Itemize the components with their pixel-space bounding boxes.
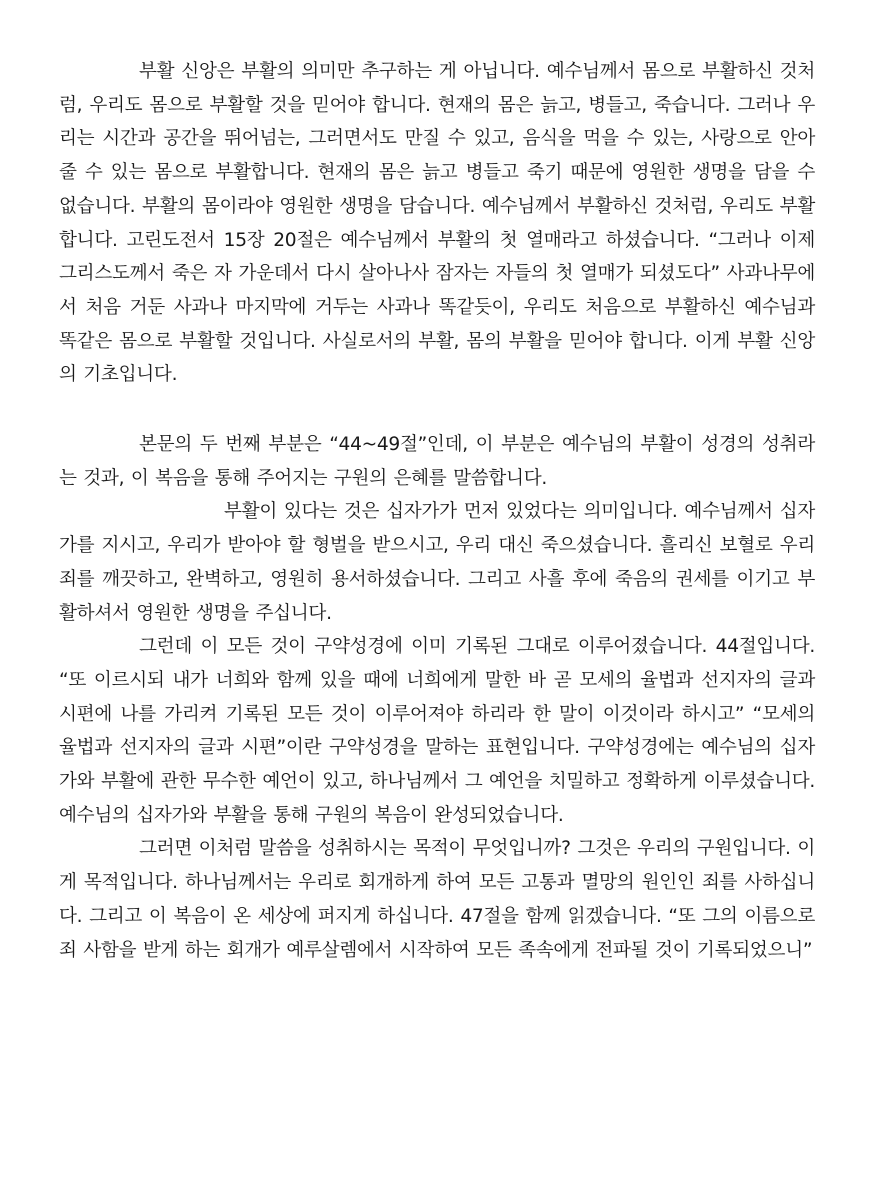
paragraph-cross: 부활이 있다는 것은 십자가가 먼저 있었다는 의미입니다. 예수님께서 십자가를 지시고, 우리가 받아야 할 형벌을 받으시고, 우리 대신 죽으셨습니다. 흘리신 보혈로 우리 죄를 깨끗하고, 완벽하고, 영원히 용서하셨습니다. 그리고 사흘 후에 죽음의 권세를 이기고 부활하셔서 영원한 생명을 주십니다.	[59, 501, 815, 624]
paragraph-old-testament: 그런데 이 모든 것이 구약성경에 이미 기록된 그대로 이루어졌습니다. 44절입니다. “또 이르시되 내가 너희와 함께 있을 때에 너희에게 말한 바 곧 모세의 율법과 선지자의 글과 시편에 나를 가리켜 기록된 모든 것이 이루어져야 하리라 한 말이 이것이라 하시고” “모세의 율법과 선지자의 글과 시편”이란 구약성경을 말하는 표현입니다. 구약성경에는 예수님의 십자가와 부활에 관한 무수한 예언이 있고, 하나님께서 그 예언을 치밀하고 정확하게 이루셨습니다. 예수님의 십자가와 부활을 통해 구원의 복음이 완성되었습니다.	[59, 636, 815, 826]
paragraph-second-part: 본문의 두 번째 부분은 “44~49절”인데, 이 부분은 예수님의 부활이 성경의 성취라는 것과, 이 복음을 통해 주어지는 구원의 은혜를 말씀합니다.	[59, 434, 815, 489]
paragraph-bodily-resurrection: 부활 신앙은 부활의 의미만 추구하는 게 아닙니다. 예수님께서 몸으로 부활하신 것처럼, 우리도 몸으로 부활할 것을 믿어야 합니다. 현재의 몸은 늙고, 병들고, 죽습니다. 그러나 우리는 시간과 공간을 뛰어넘는, 그러면서도 만질 수 있고, 음식을 먹을 수 있는, 사랑으로 안아줄 수 있는 몸으로 부활합니다. 현재의 몸은 늙고 병들고 죽기 때문에 영원한 생명을 담을 수 없습니다. 부활의 몸이라야 영원한 생명을 담습니다. 예수님께서 부활하신 것처럼, 우리도 부활합니다. 고린도전서 15장 20절은 예수님께서 부활의 첫 열매라고 하셨습니다. “그러나 이제 그리스도께서 죽은 자 가운데서 다시 살아나사 잠자는 자들의 첫 열매가 되셨도다” 사과나무에서 처음 거둔 사과나 마지막에 거두는 사과나 똑같듯이, 우리도 처음으로 부활하신 예수님과 똑같은 몸으로 부활할 것입니다. 사실로서의 부활, 몸의 부활을 믿어야 합니다. 이게 부활 신앙의 기초입니다.	[59, 61, 815, 386]
paragraph-purpose: 그러면 이처럼 말씀을 성취하시는 목적이 무엇입니까? 그것은 우리의 구원입니다. 이게 목적입니다. 하나님께서는 우리로 회개하게 하여 모든 고통과 멸망의 원인인 죄를 사하십니다. 그리고 이 복음이 온 세상에 퍼지게 하십니다. 47절을 함께 읽겠습니다. “또 그의 이름으로 죄 사함을 받게 하는 회개가 예루살렘에서 시작하여 모든 족속에게 전파될 것이 기록되었으니”	[59, 838, 815, 961]
paragraph-gap	[59, 392, 815, 428]
